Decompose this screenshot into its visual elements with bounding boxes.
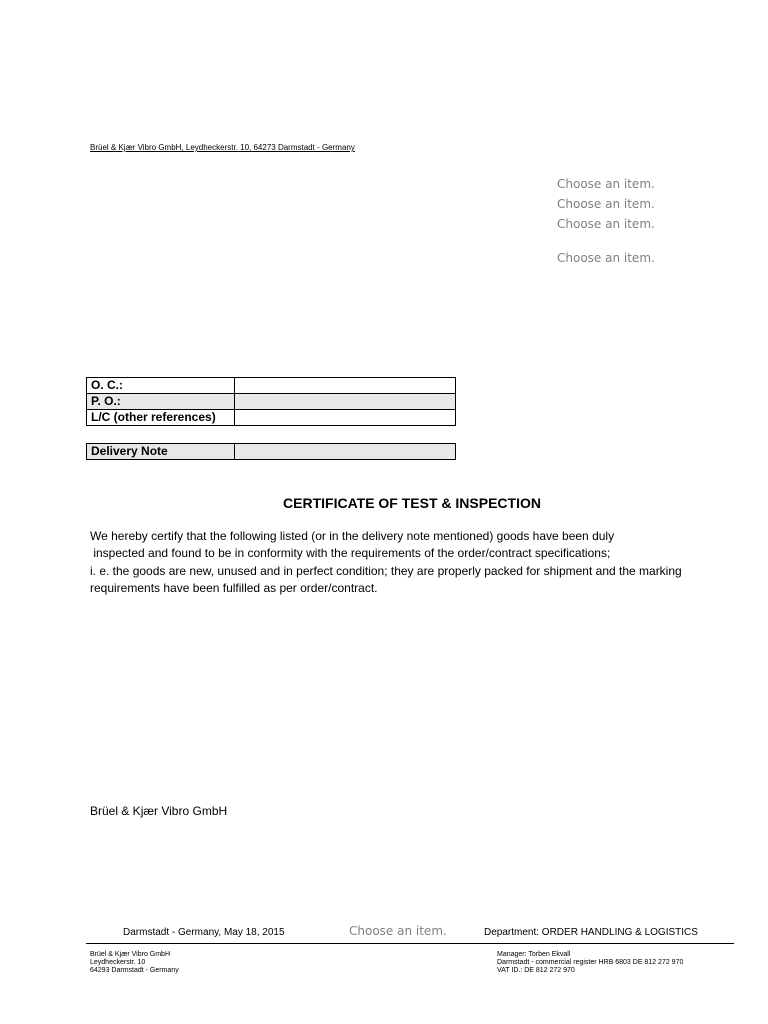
po-label: P. O.: (87, 394, 235, 410)
footer-vat: VAT ID.: DE 812 272 970 (497, 967, 575, 974)
signature-company: Brüel & Kjær Vibro GmbH (90, 804, 228, 818)
reference-row-oc (87, 378, 456, 394)
footer-company-name: Brüel & Kjær Vibro GmbH (90, 951, 171, 958)
place-date: Darmstadt - Germany, May 18, 2015 (123, 927, 285, 938)
footer-manager: Manager: Torben Ekvall (497, 951, 571, 958)
address-dropdown-2[interactable]: Choose an item. (557, 197, 655, 211)
po-value-field[interactable] (235, 394, 456, 410)
sender-address-line: Brüel & Kjær Vibro GmbH, Leydheckerstr. 10, 64273 Darmstadt - Germany (90, 143, 355, 152)
certificate-line-3: i. e. the goods are new, unused and in perfect condition; they are properly packed for shipment and the marking (90, 563, 682, 578)
lc-label: L/C (other references) (87, 410, 235, 426)
footer-legal-info (497, 951, 683, 975)
address-dropdown-3[interactable]: Choose an item. (557, 217, 655, 231)
certificate-body (90, 528, 730, 597)
certificate-line-2: inspected and found to be in conformity with the requirements of the order/contract specifications; (90, 546, 611, 561)
reference-table (86, 377, 456, 426)
delivery-note-row (87, 444, 456, 460)
department-label: Department: ORDER HANDLING & LOGISTICS (484, 927, 698, 938)
reference-row-po (87, 394, 456, 410)
lc-value-field[interactable] (235, 410, 456, 426)
delivery-note-value-field[interactable] (235, 444, 456, 460)
footer-city: 64293 Darmstadt - Germany (90, 967, 179, 974)
certificate-line-4: requirements have been fulfilled as per order/contract. (90, 580, 378, 595)
delivery-note-label: Delivery Note (87, 444, 235, 460)
reference-row-lc (87, 410, 456, 426)
signer-dropdown[interactable]: Choose an item. (349, 924, 447, 938)
oc-value-field[interactable] (235, 378, 456, 394)
certificate-title: CERTIFICATE OF TEST & INSPECTION (283, 495, 541, 511)
footer-street: Leydheckerstr. 10 (90, 959, 146, 966)
address-dropdown-1[interactable]: Choose an item. (557, 177, 655, 191)
delivery-note-table (86, 443, 456, 460)
footer-divider (86, 943, 734, 944)
certificate-line-1: We hereby certify that the following listed (or in the delivery note mentioned) goods have been duly (90, 529, 615, 543)
oc-label: O. C.: (87, 378, 235, 394)
footer-register: Darmstadt - commercial register HRB 6803 DE 812 272 970 (497, 959, 684, 966)
address-dropdown-4[interactable]: Choose an item. (557, 251, 655, 265)
footer-company-address (90, 951, 179, 975)
